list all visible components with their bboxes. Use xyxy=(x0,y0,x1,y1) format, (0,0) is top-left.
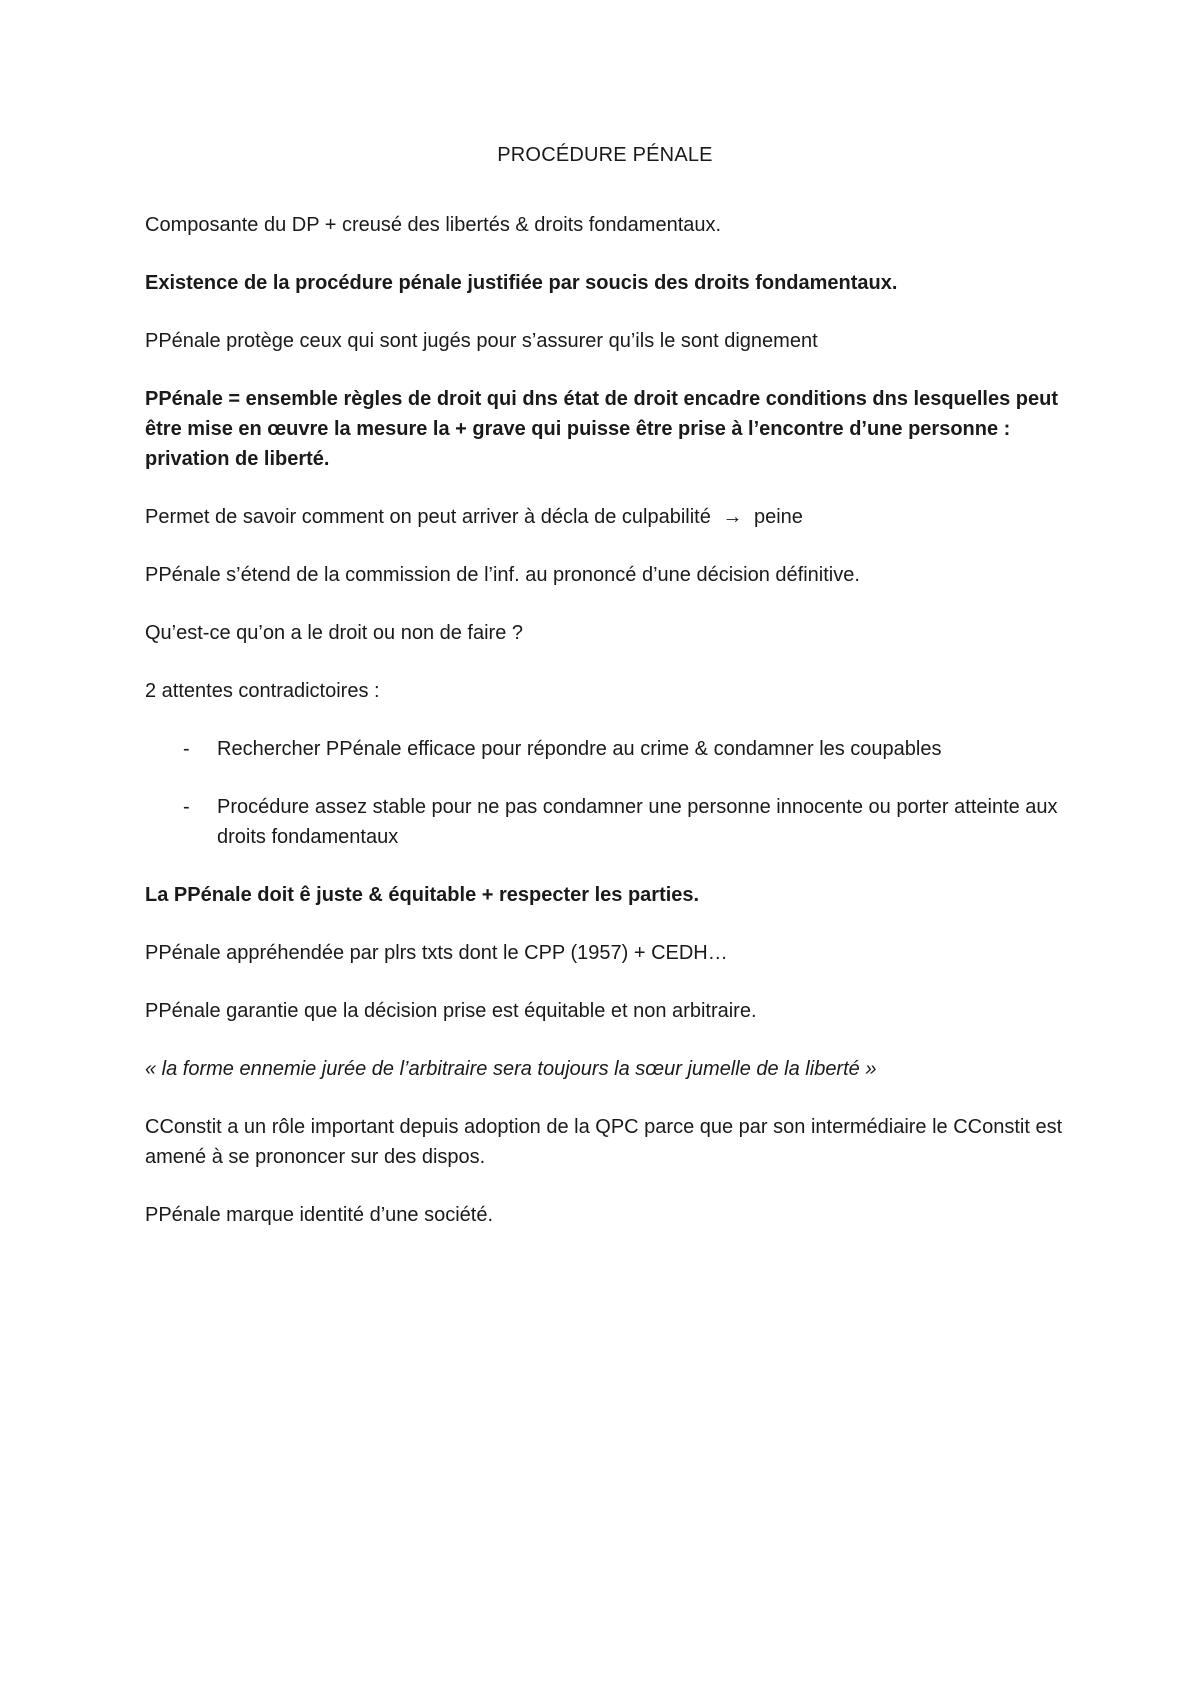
list-item-text: Rechercher PPénale efficace pour répondre au crime & condamner les coupables xyxy=(217,738,942,760)
list-dash: - xyxy=(183,796,190,818)
paragraph-citation: « la forme ennemie jurée de l’arbitraire sera toujours la sœur jumelle de la liberté » xyxy=(145,1058,877,1080)
paragraph-cconstit: CConstit a un rôle important depuis adoption de la QPC parce que par son intermédiaire le CConstit est amené à se prononcer sur des dispos. xyxy=(145,1116,1063,1168)
paragraph-etendue: PPénale s’étend de la commission de l’inf. au prononcé d’une décision définitive. xyxy=(145,564,860,586)
attentes-list xyxy=(145,734,1065,852)
arrow-right-icon: → xyxy=(722,506,743,528)
list-dash: - xyxy=(183,738,190,760)
paragraph-culpabilite-peine: peine xyxy=(753,506,803,528)
list-item xyxy=(145,734,1065,764)
list-item-text: Procédure assez stable pour ne pas condamner une personne innocente ou porter atteinte aux droits fondamentaux xyxy=(217,796,1058,848)
document-body xyxy=(145,140,1065,1258)
paragraph-identite: PPénale marque identité d’une société. xyxy=(145,1204,494,1226)
paragraph-culpabilite xyxy=(145,502,1065,532)
paragraph-definition: PPénale = ensemble règles de droit qui dns état de droit encadre conditions dns lesquelles peut être mise en œuvre la mesure la + grave qui puisse être prise à l’encontre d’une personne : privation de liberté. xyxy=(145,388,1059,470)
paragraph-culpabilite-text: Permet de savoir comment on peut arriver à décla de culpabilité xyxy=(145,506,711,528)
paragraph-textes: PPénale appréhendée par plrs txts dont le CPP (1957) + CEDH… xyxy=(145,942,728,964)
paragraph-garantie: PPénale garantie que la décision prise est équitable et non arbitraire. xyxy=(145,1000,757,1022)
page-title: PROCÉDURE PÉNALE xyxy=(497,144,713,166)
paragraph-juste-equitable: La PPénale doit ê juste & équitable + respecter les parties. xyxy=(145,884,700,906)
paragraph-composante: Composante du DP + creusé des libertés & droits fondamentaux. xyxy=(145,214,722,236)
paragraph-existence: Existence de la procédure pénale justifiée par soucis des droits fondamentaux. xyxy=(145,272,898,294)
paragraph-protege: PPénale protège ceux qui sont jugés pour s’assurer qu’ils le sont dignement xyxy=(145,330,818,352)
paragraph-attentes: 2 attentes contradictoires : xyxy=(145,680,380,702)
paragraph-question: Qu’est-ce qu’on a le droit ou non de faire ? xyxy=(145,622,524,644)
list-item xyxy=(145,792,1065,852)
